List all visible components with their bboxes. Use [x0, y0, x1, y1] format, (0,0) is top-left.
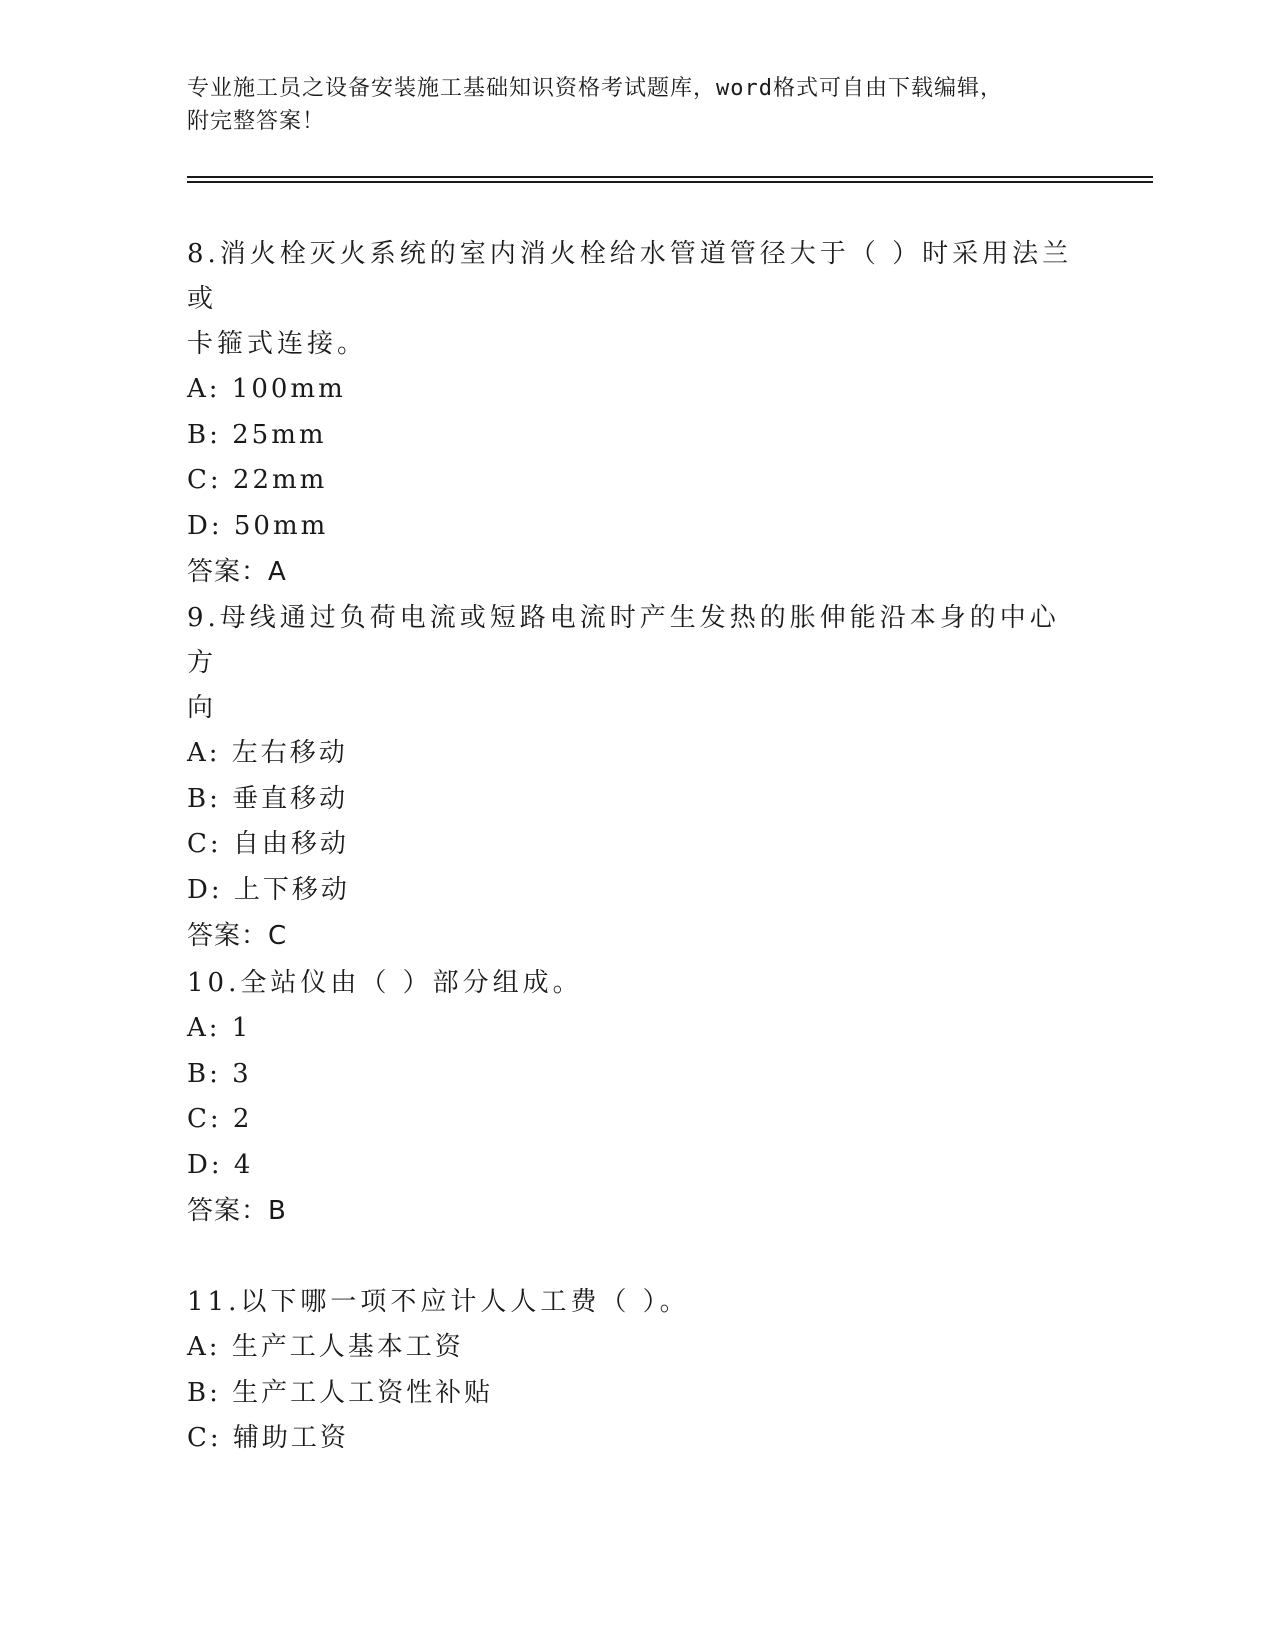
option-c: C: 22mm	[187, 465, 328, 495]
answer: 答案：A	[187, 557, 287, 587]
option-c: C: 辅助工资	[187, 1423, 349, 1453]
answer: 答案：C	[187, 921, 288, 951]
question-9	[187, 596, 1087, 959]
question-stem-line: 10.全站仪由（ ）部分组成。	[187, 968, 583, 998]
question-8	[187, 232, 1087, 595]
option-a: A: 1	[187, 1013, 252, 1043]
header-line-2: 附完整答案！	[187, 109, 326, 134]
option-a: A: 100mm	[187, 374, 346, 404]
option-b: B: 垂直移动	[187, 783, 349, 814]
option-a: A: 左右移动	[187, 738, 348, 768]
document-header	[187, 72, 1087, 138]
header-divider-top	[187, 176, 1153, 178]
question-stem-line: 卡箍式连接。	[187, 329, 368, 359]
question-stem-line: 11.以下哪一项不应计人人工费（ ）。	[187, 1287, 690, 1317]
option-d: D: 4	[187, 1149, 254, 1180]
option-b: B: 生产工人工资性补贴	[187, 1377, 494, 1408]
answer: 答案：B	[187, 1196, 287, 1226]
option-b: B: 25mm	[187, 419, 327, 450]
question-stem-line: 向	[187, 693, 218, 723]
option-d: D: 上下移动	[187, 874, 350, 905]
option-c: C: 自由移动	[187, 829, 349, 859]
question-stem-line: 8.消火栓灭火系统的室内消火栓给水管道管径大于（ ）时采用法兰或	[187, 239, 1073, 314]
question-stem-line: 9.母线通过负荷电流或短路电流时产生发热的胀伸能沿本身的中心方	[187, 603, 1060, 678]
option-a: A: 生产工人基本工资	[187, 1332, 464, 1362]
question-11	[187, 1280, 1087, 1462]
option-d: D: 50mm	[187, 510, 329, 541]
question-10	[187, 961, 1087, 1234]
option-b: B: 3	[187, 1058, 252, 1089]
header-line-1: 专业施工员之设备安装施工基础知识资格考试题库，word格式可自由下载编辑，	[187, 76, 1003, 101]
header-divider-bottom	[187, 181, 1153, 183]
option-c: C: 2	[187, 1104, 253, 1134]
